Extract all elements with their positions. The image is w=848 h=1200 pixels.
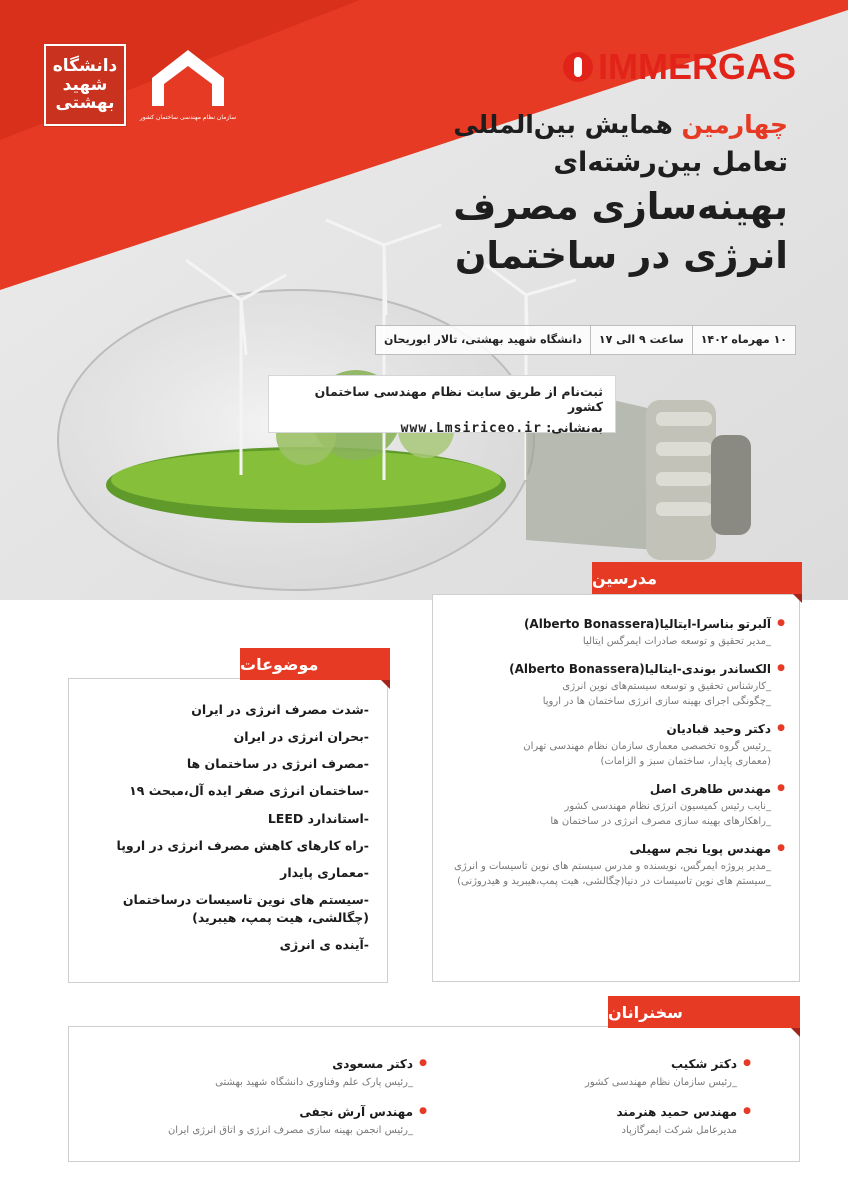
teacher-item [445,842,785,890]
topic-item: -ساختمان انرژی صفر ایده آل،مبحث ۱۹ [129,783,369,799]
university-logo [44,44,126,126]
topic-item: -بحران انرژی در ایران [233,729,369,745]
teacher-desc: (معماری پایدار، ساختمان سبز و الزامات) [600,756,771,767]
speaker-desc: _رئیس پارک علم وفناوری دانشگاه شهید بهشتی [215,1077,413,1088]
topic-item: -راه کارهای کاهش مصرف انرژی در اروپا [116,837,369,853]
teacher-name: ● دکتر وحید قبادیان [666,721,771,736]
title-line-3: بهینه‌سازی مصرف [453,185,788,228]
speaker-item [451,1057,751,1091]
topic-item: -آینده ی انرژی [279,937,369,953]
speaker-item [107,1057,427,1091]
event-title [453,110,788,277]
registration-box [268,375,616,436]
teacher-name: ● الکساندر بوندی-ایتالیا(Alberto Bonassera) [509,661,771,676]
house-roof-icon [142,44,234,114]
title-conference: همایش بین‌المللی [453,110,673,139]
teacher-desc: _کارشناس تحقیق و توسعه سیستم‌های نوین انرژی [562,680,771,692]
event-date: ۱۰ مهرماه ۱۴۰۲ [692,326,795,354]
topic-item: -سیستم های نوین تاسیسات درساختمان (چگالشی، هیت پمپ، هیبرید) [122,891,369,925]
topic-item: -استاندارد LEED [267,810,369,826]
speakers-heading [608,996,800,1028]
immergas-logo [563,46,796,88]
registration-url[interactable]: www.Lmsiriceo.ir [400,421,542,436]
title-line-4: انرژی در ساختمان [454,233,788,277]
teacher-desc: _مدیر تحقیق و توسعه صادرات ایمرگس ایتالیا [582,636,771,647]
immergas-flame-icon [563,52,593,82]
teacher-desc: _چگونگی اجرای بهینه سازی انرژی ساختمان ها در اروپا [542,696,771,707]
topic-item: -مصرف انرژی در ساختمان ها [186,756,369,772]
speakers-section [68,1026,800,1162]
title-ordinal: چهارمین [681,110,788,139]
speakers-heading-text: سخنرانان [608,1002,683,1022]
speaker-desc: مدیرعامل شرکت ایمرگازپاد [621,1125,737,1136]
event-time: ساعت ۹ الی ۱۷ [590,326,692,354]
speaker-name: ● مهندس آرش نجفی [299,1105,413,1119]
speaker-desc: _رئیس انجمن بهینه سازی مصرف انرژی و اتاق انرژی ایران [167,1125,413,1136]
teacher-desc: _راهکارهای بهینه سازی مصرف انرژی در ساختمان ها [550,816,771,827]
speaker-desc: _رئیس سازمان نظام مهندسی کشور [585,1077,737,1088]
teacher-item [445,617,785,650]
teachers-section [432,594,800,982]
topics-heading [240,648,390,680]
topic-item: -معماری پایدار [280,864,369,880]
teacher-desc: _نایب رئیس کمیسیون انرژی نظام مهندسی کشور [564,800,771,812]
topics-heading-text: موضوعات [240,654,319,674]
teachers-heading [592,562,802,594]
nezam-mohandesi-logo [139,44,237,124]
teacher-name: ● مهندس پویا نجم سهیلی [629,841,771,856]
title-line-2: تعامل بین‌رشته‌ای [553,147,788,178]
speaker-name: ● مهندس حمید هنرمند [616,1105,737,1119]
teacher-name: ● آلبرتو بناسرا-ایتالیا(Alberto Bonassera) [523,617,771,631]
teacher-desc: _سیستم های نوین تاسیسات در دنیا(چگالشی، هیت پمپ،هیبرید و هیدروژنی) [457,876,771,887]
registration-label: به‌نشانی: [546,420,603,435]
brand-name: IMMERGAS [598,46,796,87]
title-line-1 [453,110,788,139]
teacher-desc: _رئیس گروه تخصصی معماری سازمان نظام مهندسی تهران [523,740,771,752]
event-info-bar [375,325,796,355]
teacher-name: ● مهندس طاهری اصل [649,781,771,796]
speaker-name: ● دکتر مسعودی [332,1057,413,1071]
registration-text: ثبت‌نام از طریق سایت نظام مهندسی ساختمان کشور [314,384,603,414]
topics-section [68,678,388,983]
speaker-item [87,1105,427,1139]
nezam-logo-caption: سازمان نظام مهندسی ساختمان کشور [139,114,237,121]
teacher-item [445,722,785,770]
teachers-heading-text: مدرسین [592,568,658,588]
teacher-item [445,662,785,710]
event-venue: دانشگاه شهید بهشتی، تالار ابوریحان [384,333,582,346]
speaker-name: ● دکتر شکیب [670,1057,737,1071]
university-logo-text: دانشگاه شهید بهشتی [52,55,118,114]
teacher-desc: _مدیر پروژه ایمرگس، نویسنده و مدرس سیستم های نوین تاسیسات و انرژی [454,860,771,872]
speaker-item [451,1105,751,1139]
topic-item: -شدت مصرف انرژی در ایران [191,702,369,717]
teacher-item [445,782,785,830]
